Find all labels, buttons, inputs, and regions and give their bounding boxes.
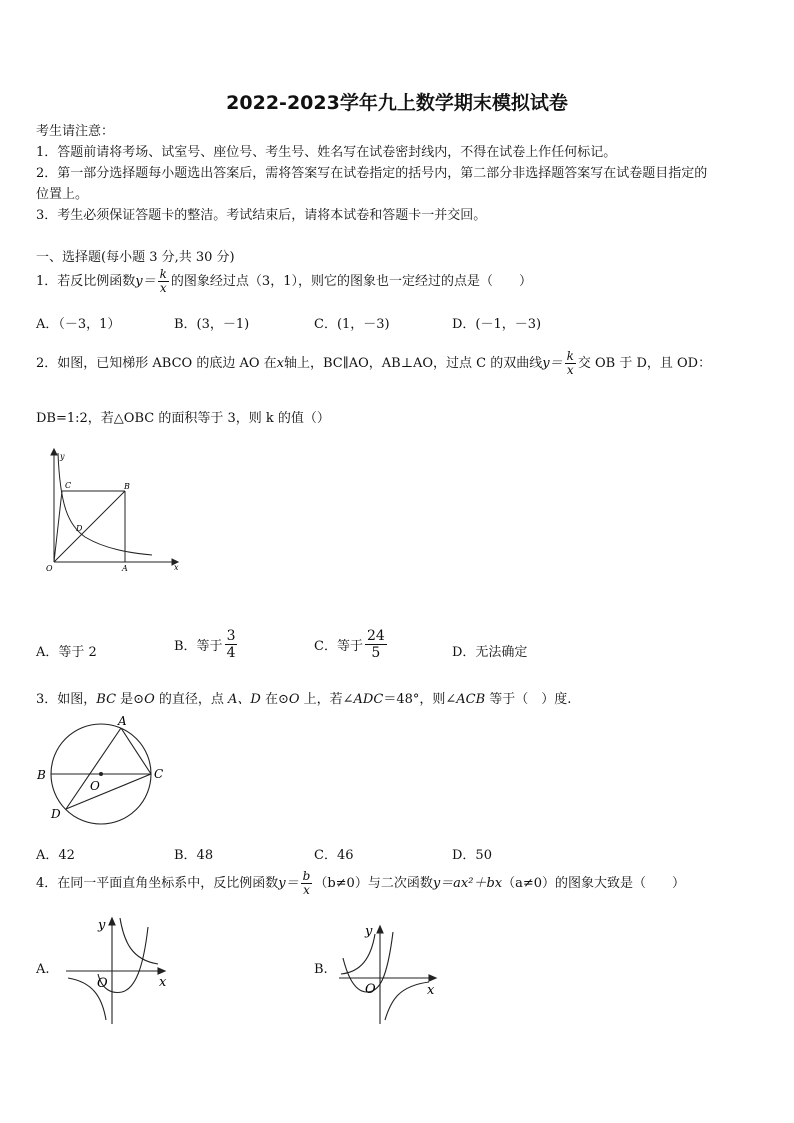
q4a-hyperbola-upper (120, 918, 158, 964)
q2-fraction (565, 350, 576, 377)
q3-label-b: B (37, 768, 46, 782)
q1-y: y＝ (135, 274, 156, 289)
q2-label-b: B (124, 482, 130, 491)
question-3 (36, 688, 571, 707)
q2-option-b-num: 3 (226, 628, 236, 644)
q2-hyperbola (58, 453, 152, 555)
question-2 (36, 350, 711, 377)
question-1 (36, 268, 532, 295)
q2-post: 交 OB 于 D，且 OD： (577, 356, 712, 371)
q3-label-a: A (118, 714, 127, 728)
q3-adc: ADC (353, 692, 384, 707)
q2-label-a: A (122, 564, 128, 573)
q2-option-c-label: C．等于 (314, 639, 363, 654)
q3-option-b[interactable]: B．48 (174, 848, 214, 863)
q2-option-c-den: 5 (371, 645, 381, 661)
q2-frac-den: x (566, 363, 574, 377)
q4-fraction (301, 870, 313, 897)
q2-label-d: D (76, 524, 83, 533)
q3-p3: 的直径，点 (154, 692, 228, 707)
q2-option-b[interactable] (174, 628, 239, 661)
q2-y-arrow (51, 449, 57, 455)
q4-graph-a (62, 912, 172, 1027)
q4-frac-num: b (302, 869, 311, 883)
q2-option-b-den: 4 (226, 645, 236, 661)
q2-pre: 2．如图，已知梯形 ABCO 的底边 AO 在 (36, 356, 277, 371)
q4a-y-arrow (109, 918, 115, 925)
notice-item-2-cont: 位置上。 (36, 187, 89, 202)
q2-line-2: DB=1:2，若△OBC 的面积等于 3，则 k 的值（） (36, 411, 330, 426)
q4-func: y＝ax²＋bx (432, 876, 503, 891)
q1-option-d[interactable]: D．(－1，－3) (452, 317, 542, 332)
q2-mid: 轴上，BC∥AO，AB⊥AO，过点 C 的双曲线 (283, 356, 543, 371)
q2-option-b-fraction (225, 628, 238, 661)
q2-option-c-num: 24 (366, 628, 385, 644)
q4b-label-x: x (427, 983, 435, 998)
q2-figure (40, 445, 190, 575)
q1-option-a[interactable]: A．（－3，1） (36, 317, 121, 332)
q3-center-dot (99, 772, 103, 776)
notice-item-2: 2．第一部分选择题每小题选出答案后，需将答案写在试卷指定的括号内，第二部分非选择题答案写在试卷题目指定的 (36, 166, 708, 181)
q1-option-c[interactable]: C．(1，－3) (314, 317, 390, 332)
q4b-label-y: y (365, 924, 373, 939)
q4-cond2: （a≠0）的图象大致是（ ） (502, 876, 686, 891)
q3-bc: BC (96, 692, 117, 707)
q2-option-c-fraction (365, 628, 387, 661)
q3-option-a[interactable]: A．42 (36, 848, 75, 863)
q3-p2: 是⊙ (116, 692, 145, 707)
q3-segment-ac (121, 728, 151, 774)
q1-post: 的图象经过点（3，1），则它的图象也一定经过的点是（ ） (170, 274, 532, 289)
q3-p7: 等于（ ）度. (485, 692, 572, 707)
q2-option-d[interactable]: D．无法确定 (452, 645, 528, 660)
notice-heading: 考生请注意： (36, 124, 115, 139)
q3-p5: 上，若∠ (299, 692, 354, 707)
q4-graph-b (335, 920, 445, 1030)
q4a-x-arrow (158, 968, 165, 974)
q4-option-a[interactable]: A. (36, 962, 50, 977)
q3-p6: ＝48°，则∠ (383, 692, 457, 707)
notice-item-3: 3．考生必须保证答题卡的整洁。考试结束后，请将本试卷和答题卡一并交回。 (36, 208, 487, 223)
q3-label-o: O (90, 779, 100, 793)
notice-item-1: 1．答题前请将考场、试室号、座位号、考生号、姓名写在试卷密封线内，不得在试卷上作任何标记。 (36, 145, 617, 160)
q4b-x-arrow (429, 975, 436, 981)
q4a-label-x: x (159, 975, 167, 990)
q3-p1: 3．如图， (36, 692, 97, 707)
q3-segment-ad (66, 728, 121, 809)
q2-frac-num: k (566, 349, 574, 363)
q4b-label-o: O (365, 982, 376, 997)
q2-segment-oc (54, 491, 62, 562)
q3-option-d[interactable]: D．50 (452, 848, 492, 863)
q4-cond1: （b≠0）与二次函数 (314, 876, 433, 891)
q2-y: y＝ (542, 356, 563, 371)
q2-label-o: O (46, 564, 53, 573)
q1-frac-num: k (159, 267, 167, 281)
page-title: 2022-2023学年九上数学期末模拟试卷 (226, 92, 568, 114)
section-heading: 一、选择题(每小题 3 分,共 30 分) (36, 250, 235, 265)
q1-fraction (158, 268, 169, 295)
q3-figure (34, 712, 174, 827)
q2-label-x: x (174, 563, 179, 572)
q4a-label-y: y (98, 918, 106, 933)
q4-frac-den: x (303, 883, 310, 897)
q3-p4: 在⊙ (260, 692, 289, 707)
q4-option-b[interactable]: B. (314, 962, 328, 977)
q3-o1: O (144, 692, 155, 707)
q3-acb: ACB (456, 692, 486, 707)
q4-y: y＝ (278, 876, 299, 891)
q2-option-a[interactable]: A．等于 2 (36, 645, 97, 660)
q4b-y-arrow (377, 926, 383, 933)
q3-option-c[interactable]: C．46 (314, 848, 354, 863)
q2-option-b-label: B．等于 (174, 639, 223, 654)
q1-pre: 1．若反比例函数 (36, 274, 136, 289)
q2-xvar: x (276, 356, 284, 371)
q2-segment-ob (54, 491, 125, 562)
question-4 (36, 870, 685, 897)
q3-segment-dc (66, 774, 151, 809)
q4a-label-o: O (97, 976, 108, 991)
q3-ad: A、D (228, 692, 261, 707)
q3-label-d: D (51, 807, 61, 821)
q3-o2: O (288, 692, 300, 707)
q3-label-c: C (154, 767, 164, 781)
q1-option-b[interactable]: B．(3，－1) (174, 317, 250, 332)
q2-label-y: y (60, 452, 65, 461)
q4-pre: 4．在同一平面直角坐标系中，反比例函数 (36, 876, 279, 891)
q2-label-c: C (65, 481, 72, 490)
q4b-hyperbola-lower (385, 982, 429, 1020)
q1-frac-den: x (159, 281, 167, 295)
q2-option-c[interactable] (314, 628, 389, 661)
